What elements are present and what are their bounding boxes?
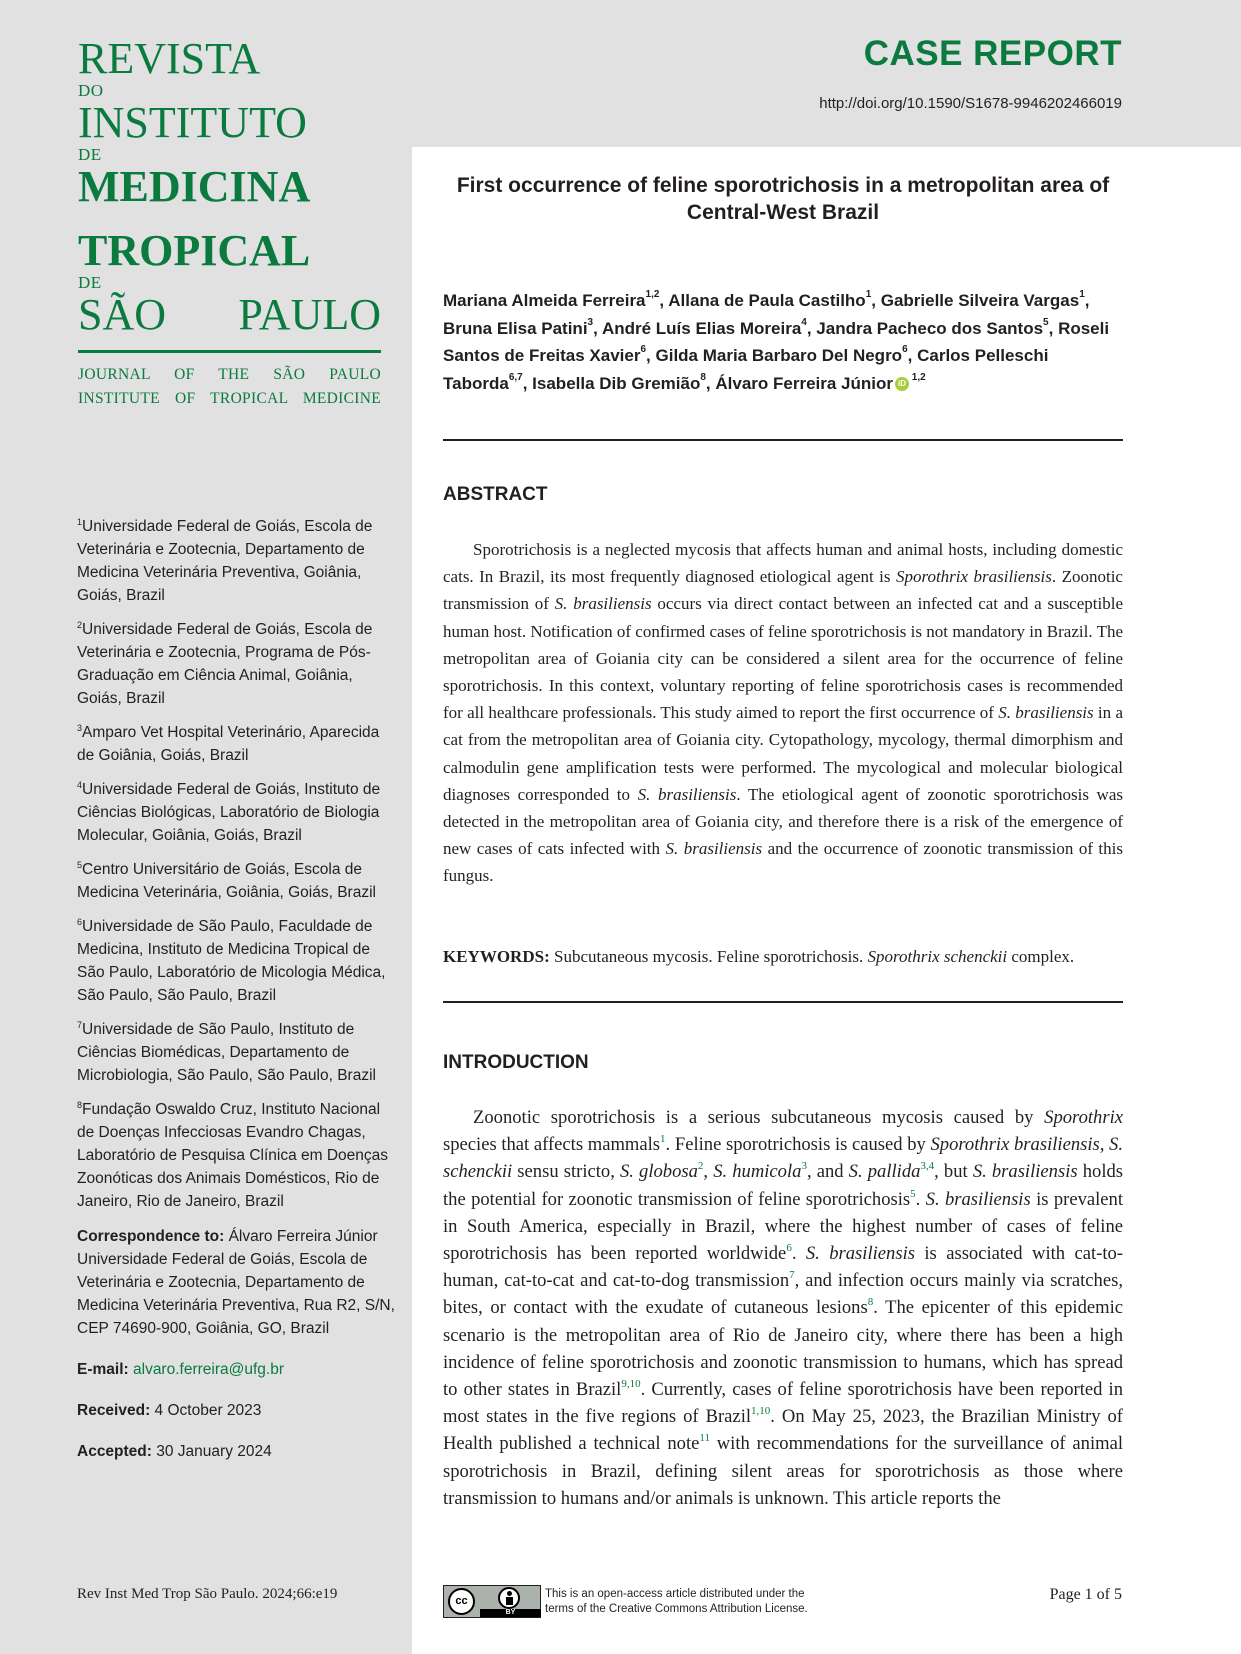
received-label: Received: xyxy=(77,1402,151,1419)
author-affiliation-ref: 1,2 xyxy=(645,289,660,300)
affiliation-text: Universidade Federal de Goiás, Escola de Veterinária e Zootecnia, Programa de Pós-Graduação em Ciência Animal, Goiânia, Goiás, Brazil xyxy=(77,621,373,707)
author-name: Bruna Elisa Patini xyxy=(443,318,588,338)
reference-citation[interactable]: 1 xyxy=(660,1133,666,1146)
reference-citation[interactable]: 8 xyxy=(867,1296,874,1309)
author-affiliation-ref: 1 xyxy=(865,289,872,300)
introduction-text: . xyxy=(915,1188,926,1210)
italic-term: S. brasiliensis xyxy=(998,703,1094,723)
italic-term: S. brasiliensis xyxy=(554,594,652,614)
author-affiliation-ref: 8 xyxy=(700,371,706,383)
italic-term: Sporothrix xyxy=(1044,1107,1123,1128)
author-affiliation-ref: 6,7 xyxy=(508,371,523,383)
received-line xyxy=(77,1399,397,1422)
license-line-1: This is an open-access article distributed under the xyxy=(545,1587,805,1600)
introduction-text: holds the potential for zoonotic transmission of feline sporotrichosis xyxy=(443,1161,1124,1210)
abstract-text: in a cat from the metropolitan area of Goiania city. Cytopathology, mycology, thermal dimorphism and calmodulin gene amplification tests were performed. The mycological and molecular biological diagnoses corresponded to xyxy=(443,703,1123,804)
abstract-body xyxy=(443,536,1123,890)
divider-top xyxy=(443,439,1123,441)
abstract-text: Sporotrichosis is a neglected mycosis that affects human and animal hosts, including domestic cats. In Brazil, its most frequently diagnosed etiological agent is xyxy=(443,540,1123,587)
author-name: Gabrielle Silveira Vargas xyxy=(880,291,1080,310)
doi-link[interactable]: http://doi.org/10.1590/S1678-9946202466019 xyxy=(819,95,1122,112)
reference-citation[interactable]: 2 xyxy=(697,1160,704,1173)
affiliations-list xyxy=(77,515,397,1213)
author-name: Jandra Pacheco dos Santos xyxy=(816,318,1044,338)
author-name: Allana de Paula Castilho xyxy=(668,291,866,310)
divider-bottom xyxy=(443,1001,1123,1003)
license-block xyxy=(443,1585,808,1618)
introduction-text: , and xyxy=(806,1161,849,1183)
author-affiliation-ref: 1,2 xyxy=(909,371,926,383)
introduction-heading: INTRODUCTION xyxy=(443,1052,589,1073)
introduction-text: . Feline sporotrichosis is caused by xyxy=(665,1134,931,1156)
italic-term: S. brasiliensis xyxy=(805,1243,915,1265)
introduction-text: . xyxy=(791,1243,806,1265)
received-date: 4 October 2023 xyxy=(154,1402,262,1419)
affiliation-6 xyxy=(77,915,397,1007)
accepted-label: Accepted: xyxy=(77,1443,152,1460)
affiliation-7 xyxy=(77,1018,397,1087)
keywords xyxy=(443,945,1123,969)
author-name: Roseli Santos de Freitas Xavier xyxy=(443,318,1110,365)
author-affiliation-ref: 6 xyxy=(902,344,908,355)
journal-word-instituto: INSTITUTO xyxy=(78,98,307,147)
author-affiliation-ref: 5 xyxy=(1043,316,1049,328)
affiliation-text: Amparo Vet Hospital Veterinário, Aparecida de Goiânia, Goiás, Brazil xyxy=(77,724,380,764)
abstract-heading: ABSTRACT xyxy=(443,484,548,505)
abstract-text: occurs via direct contact between an infected cat and a susceptible human host. Notification of confirmed cases of feline sporotrichosis is not mandatory in Brazil. The metropolitan area of Goiania city can be considered a silent area for the occurrence of feline sporotrichosis. In this context, voluntary reporting of feline sporotrichosis cases is recommended for all healthcare professionals. This study aimed to report the first occurrence of xyxy=(443,594,1123,723)
author-name: André Luís Elias Moreira xyxy=(601,318,802,338)
italic-term: S. pallida xyxy=(848,1161,921,1183)
introduction-text: is associated with cat-to-human, cat-to-cat and cat-to-dog transmission xyxy=(443,1243,1123,1292)
affiliation-3 xyxy=(77,721,397,767)
italic-term: Sporothrix schenckii xyxy=(867,947,1008,966)
cc-icon: cc xyxy=(448,1588,475,1615)
affiliation-2 xyxy=(77,618,397,710)
affiliation-number: 1 xyxy=(77,517,83,527)
reference-citation[interactable]: 9,10 xyxy=(621,1378,641,1391)
correspondence-label: Correspondence to: xyxy=(77,1228,225,1245)
italic-term: Sporothrix brasiliensis, S. schenckii xyxy=(443,1134,1123,1183)
author-affiliation-ref: 4 xyxy=(801,316,807,328)
author-name: Mariana Almeida Ferreira xyxy=(443,291,646,310)
affiliations-panel xyxy=(77,515,397,1463)
email-link[interactable]: alvaro.ferreira@ufg.br xyxy=(133,1361,284,1378)
abstract-text: and the occurrence of zoonotic transmission of this fungus. xyxy=(443,839,1123,886)
license-text xyxy=(545,1587,808,1617)
reference-citation[interactable]: 5 xyxy=(910,1187,916,1200)
article-type: CASE REPORT xyxy=(863,34,1122,73)
license-line-2: terms of the Creative Commons Attribution License. xyxy=(545,1602,808,1615)
author-name: Álvaro Ferreira Júnior xyxy=(715,373,893,393)
email-line xyxy=(77,1358,397,1381)
introduction-text: species that affects mammals xyxy=(443,1134,661,1156)
reference-citation[interactable]: 1,10 xyxy=(751,1405,771,1418)
keywords-text: complex. xyxy=(1007,947,1075,966)
affiliation-number: 8 xyxy=(77,1100,83,1110)
reference-citation[interactable]: 6 xyxy=(786,1242,792,1255)
introduction-text: with recommendations for the surveillance of animal sporotrichosis in Brazil, defining silent areas for sporotrichosis as those where transmission to humans and/or animals is unknown. This article reports the xyxy=(443,1433,1123,1509)
affiliation-text: Universidade de São Paulo, Faculdade de Medicina, Instituto de Medicina Tropical de São Paulo, Laboratório de Micologia Médica, São Paulo, São Paulo, Brazil xyxy=(77,918,386,1004)
affiliation-text: Universidade Federal de Goiás, Instituto de Ciências Biológicas, Laboratório de Biologia Molecular, Goiânia, Goiás, Brazil xyxy=(77,781,381,844)
introduction-text: sensu stricto, xyxy=(512,1161,620,1183)
affiliation-number: 4 xyxy=(77,780,83,790)
affiliation-number: 2 xyxy=(77,620,83,630)
author-affiliation-ref: 1 xyxy=(1079,289,1085,300)
journal-word-de-2: DE xyxy=(78,273,102,292)
italic-term: Sporothrix brasiliensis xyxy=(895,567,1052,587)
affiliation-text: Fundação Oswaldo Cruz, Instituto Nacional de Doenças Infecciosas Evandro Chagas, Laboratório de Pesquisa Clínica em Doenças Zoonóticas dos Animais Domésticos, Rio de Janeiro, Rio de Janeiro, Brazil xyxy=(77,1101,389,1210)
italic-term: S. brasiliensis xyxy=(925,1188,1031,1210)
orcid-icon[interactable]: iD xyxy=(895,377,909,391)
affiliation-8 xyxy=(77,1098,397,1213)
journal-citation: Rev Inst Med Trop São Paulo. 2024;66:e19 xyxy=(77,1586,338,1602)
by-label: BY xyxy=(480,1609,541,1617)
italic-term: S. brasiliensis xyxy=(665,839,763,859)
affiliation-5 xyxy=(77,858,397,904)
affiliation-4 xyxy=(77,778,397,847)
introduction-text: , but xyxy=(934,1161,973,1183)
email-label: E-mail: xyxy=(77,1361,129,1378)
affiliation-number: 6 xyxy=(77,917,83,927)
reference-citation[interactable]: 11 xyxy=(699,1432,710,1445)
journal-subtitle-2: INSTITUTE OF TROPICAL MEDICINE xyxy=(78,390,381,407)
attribution-person-icon xyxy=(498,1587,520,1609)
correspondence xyxy=(77,1225,397,1340)
abstract-text: . The etiological agent of zoonotic sporotrichosis was detected in the metropolitan area of Goiania city, and therefore there is a risk of the emergence of new cases of cats infected with xyxy=(443,784,1123,859)
italic-term: S. globosa xyxy=(619,1161,698,1183)
journal-word-medicina: MEDICINA xyxy=(78,162,311,211)
accepted-date: 30 January 2024 xyxy=(156,1443,272,1460)
affiliation-text: Universidade de São Paulo, Instituto de Ciências Biomédicas, Departamento de Microbiologia, São Paulo, São Paulo, Brazil xyxy=(77,1021,376,1084)
italic-term: S. humicola xyxy=(713,1161,802,1183)
journal-logo xyxy=(78,36,381,411)
abstract-text: . Zoonotic transmission of xyxy=(443,567,1123,614)
affiliation-text: Centro Universitário de Goiás, Escola de Medicina Veterinária, Goiânia, Goiás, Brazil xyxy=(77,861,376,901)
author-name: Gilda Maria Barbaro Del Negro xyxy=(655,346,903,365)
keywords-text xyxy=(550,947,1074,966)
affiliation-number: 7 xyxy=(77,1020,83,1030)
introduction-text: . Currently, cases of feline sporotrichosis have been reported in most states in the five regions of Brazil xyxy=(443,1379,1124,1428)
author-list: Mariana Almeida Ferreira$^{1,2}$, Allana de Paula Castilho$^1$, Gabrielle Silveira Vargas$^1$, Bruna Elisa Patini$^3$, André Luís Elias Moreira$^4$, Jandra Pacheco dos Santos$^5$, Roseli Santos de Freitas Xavier$^6$, Gilda Maria Barbaro Del Negro$^6$, Carlos Pelleschi Taborda$^{6,7}$, Isabella Dib Gremião$^8$, Álvaro Ferreira Júnior iD $^{1,2}$ xyxy=(443,289,1110,393)
introduction-body xyxy=(443,1104,1123,1512)
affiliation-number: 3 xyxy=(77,723,83,733)
keywords-label: KEYWORDS: xyxy=(443,947,550,966)
affiliation-text: Universidade Federal de Goiás, Escola de Veterinária e Zootecnia, Departamento de Medicina Veterinária Preventiva, Goiânia, Goiás, Brazil xyxy=(77,518,373,604)
keywords-text: Subcutaneous mycosis. Feline sporotrichosis. xyxy=(549,947,868,966)
introduction-text: . On May 25, 2023, the Brazilian Ministry of Health published a technical note xyxy=(443,1406,1123,1455)
affiliation-1 xyxy=(77,515,397,607)
correspondence-text: Álvaro Ferreira Júnior Universidade Federal de Goiás, Escola de Veterinária e Zootecnia, Departamento de Medicina Veterinária Preventiva, Rua R2, S/N, CEP 74690-900, Goiânia, GO, Brazil xyxy=(77,1228,395,1337)
introduction-text: . The epicenter of this epidemic scenario is the metropolitan area of Rio de Janeiro city, where there has been a high incidence of feline sporotrichosis and zoonotic transmission to humans, which has spread to other states in Brazil xyxy=(443,1297,1124,1401)
journal-word-revista: REVISTA xyxy=(78,34,261,83)
author-name: Carlos Pelleschi Taborda xyxy=(443,346,1049,393)
introduction-text: Zoonotic sporotrichosis is a serious subcutaneous mycosis caused by xyxy=(473,1107,1045,1128)
introduction-text: , xyxy=(703,1161,714,1183)
italic-term: S. brasiliensis xyxy=(972,1161,1078,1183)
journal-rule xyxy=(78,350,381,353)
author-affiliation-ref: 3 xyxy=(587,316,594,328)
journal-word-sao-paulo: SÃO PAULO xyxy=(78,290,381,339)
journal-subtitle-1: JOURNAL OF THE SÃO PAULO xyxy=(78,366,381,383)
page-number: Page 1 of 5 xyxy=(1049,1586,1122,1603)
reference-citation[interactable]: 7 xyxy=(789,1269,795,1282)
cc-by-license-icon[interactable] xyxy=(443,1585,541,1618)
author-affiliation-ref: 6 xyxy=(640,344,647,355)
author-name: Isabella Dib Gremião xyxy=(532,373,701,393)
italic-term: S. brasiliensis xyxy=(637,784,737,804)
accepted-line xyxy=(77,1440,397,1463)
affiliation-number: 5 xyxy=(77,860,83,870)
reference-citation[interactable]: 3 xyxy=(801,1160,807,1173)
introduction-text: is prevalent in South America, especially in Brazil, where the highest number of cases of feline sporotrichosis has been reported worldwide xyxy=(443,1188,1124,1265)
journal-word-do: DO xyxy=(78,81,104,100)
introduction-text: , and infection occurs mainly via scratches, bites, or contact with the exudate of cutaneous lesions xyxy=(443,1270,1123,1319)
journal-word-de: DE xyxy=(78,145,102,164)
article-title: First occurrence of feline sporotrichosis in a metropolitan area of Central-West Brazil xyxy=(456,174,1110,224)
reference-citation[interactable]: 3,4 xyxy=(920,1160,935,1173)
journal-word-tropical: TROPICAL xyxy=(78,226,311,275)
